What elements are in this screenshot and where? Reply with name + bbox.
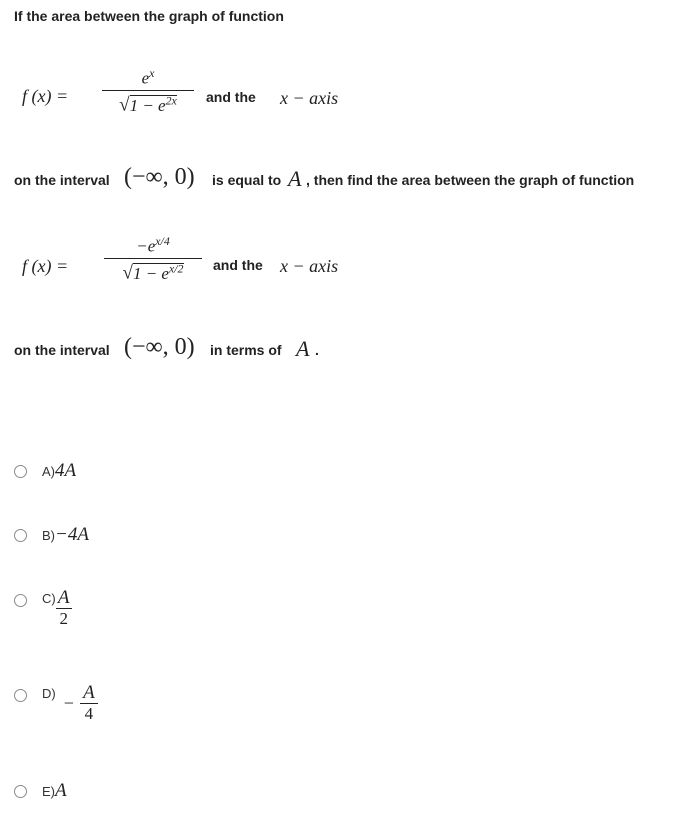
interval-value-1: (−∞, 0) xyxy=(124,164,195,190)
in-terms-text: in terms of xyxy=(210,342,282,358)
interval-prefix-2: on the interval xyxy=(14,342,110,358)
option-e-letter: E) xyxy=(42,783,55,799)
function1-fraction xyxy=(102,66,194,117)
option-a-value: 4A xyxy=(55,460,77,481)
option-a[interactable] xyxy=(14,460,76,482)
option-d-fraction: $\frac{A}{4}$ xyxy=(80,683,98,724)
option-d-sign: − xyxy=(63,693,74,713)
radio-option-b[interactable] xyxy=(14,529,27,542)
option-a-letter: A) xyxy=(42,463,55,479)
A-symbol-1: A xyxy=(288,166,302,191)
radio-option-c[interactable] xyxy=(14,594,27,607)
option-c-fraction: $\frac{A}{2}$ xyxy=(56,588,72,629)
interval-value-2: (−∞, 0) xyxy=(124,334,195,360)
equal-text: is equal to xyxy=(212,172,282,188)
option-b-letter: B) xyxy=(42,527,55,543)
option-d[interactable] xyxy=(14,683,98,724)
option-c-letter: C) xyxy=(42,591,56,606)
radio-option-d[interactable] xyxy=(14,689,27,702)
function1-numerator: $e^x$ xyxy=(141,66,155,88)
A-symbol-2: A xyxy=(296,336,310,361)
x-axis-label-1: x − axis xyxy=(280,88,339,108)
period: . xyxy=(315,342,319,358)
question-intro: If the area between the graph of function xyxy=(14,8,284,24)
option-d-letter: D) xyxy=(42,686,56,701)
function2-denominator: $√1 - e^{x/2}$ xyxy=(122,261,184,284)
option-e[interactable] xyxy=(14,780,67,802)
radio-option-e[interactable] xyxy=(14,785,27,798)
radio-option-a[interactable] xyxy=(14,465,27,478)
function2-lhs: f (x) = xyxy=(22,256,69,276)
option-e-value: A xyxy=(55,780,67,801)
and-the-text-1: and the xyxy=(206,89,256,105)
option-b[interactable] xyxy=(14,524,89,546)
function1-denominator: $√1 - e^{2x}$ xyxy=(119,93,177,116)
and-the-text-2: and the xyxy=(213,257,263,273)
interval-prefix-1: on the interval xyxy=(14,172,110,188)
function1-lhs: f (x) = xyxy=(22,86,69,106)
option-c[interactable] xyxy=(14,588,72,629)
function2-fraction xyxy=(104,234,202,285)
then-text: , then find the area between the graph of function xyxy=(306,172,635,188)
x-axis-label-2: x − axis xyxy=(280,256,339,276)
function2-numerator: $-e^{x/4}$ xyxy=(136,234,170,256)
option-b-value: −4A xyxy=(55,524,89,545)
